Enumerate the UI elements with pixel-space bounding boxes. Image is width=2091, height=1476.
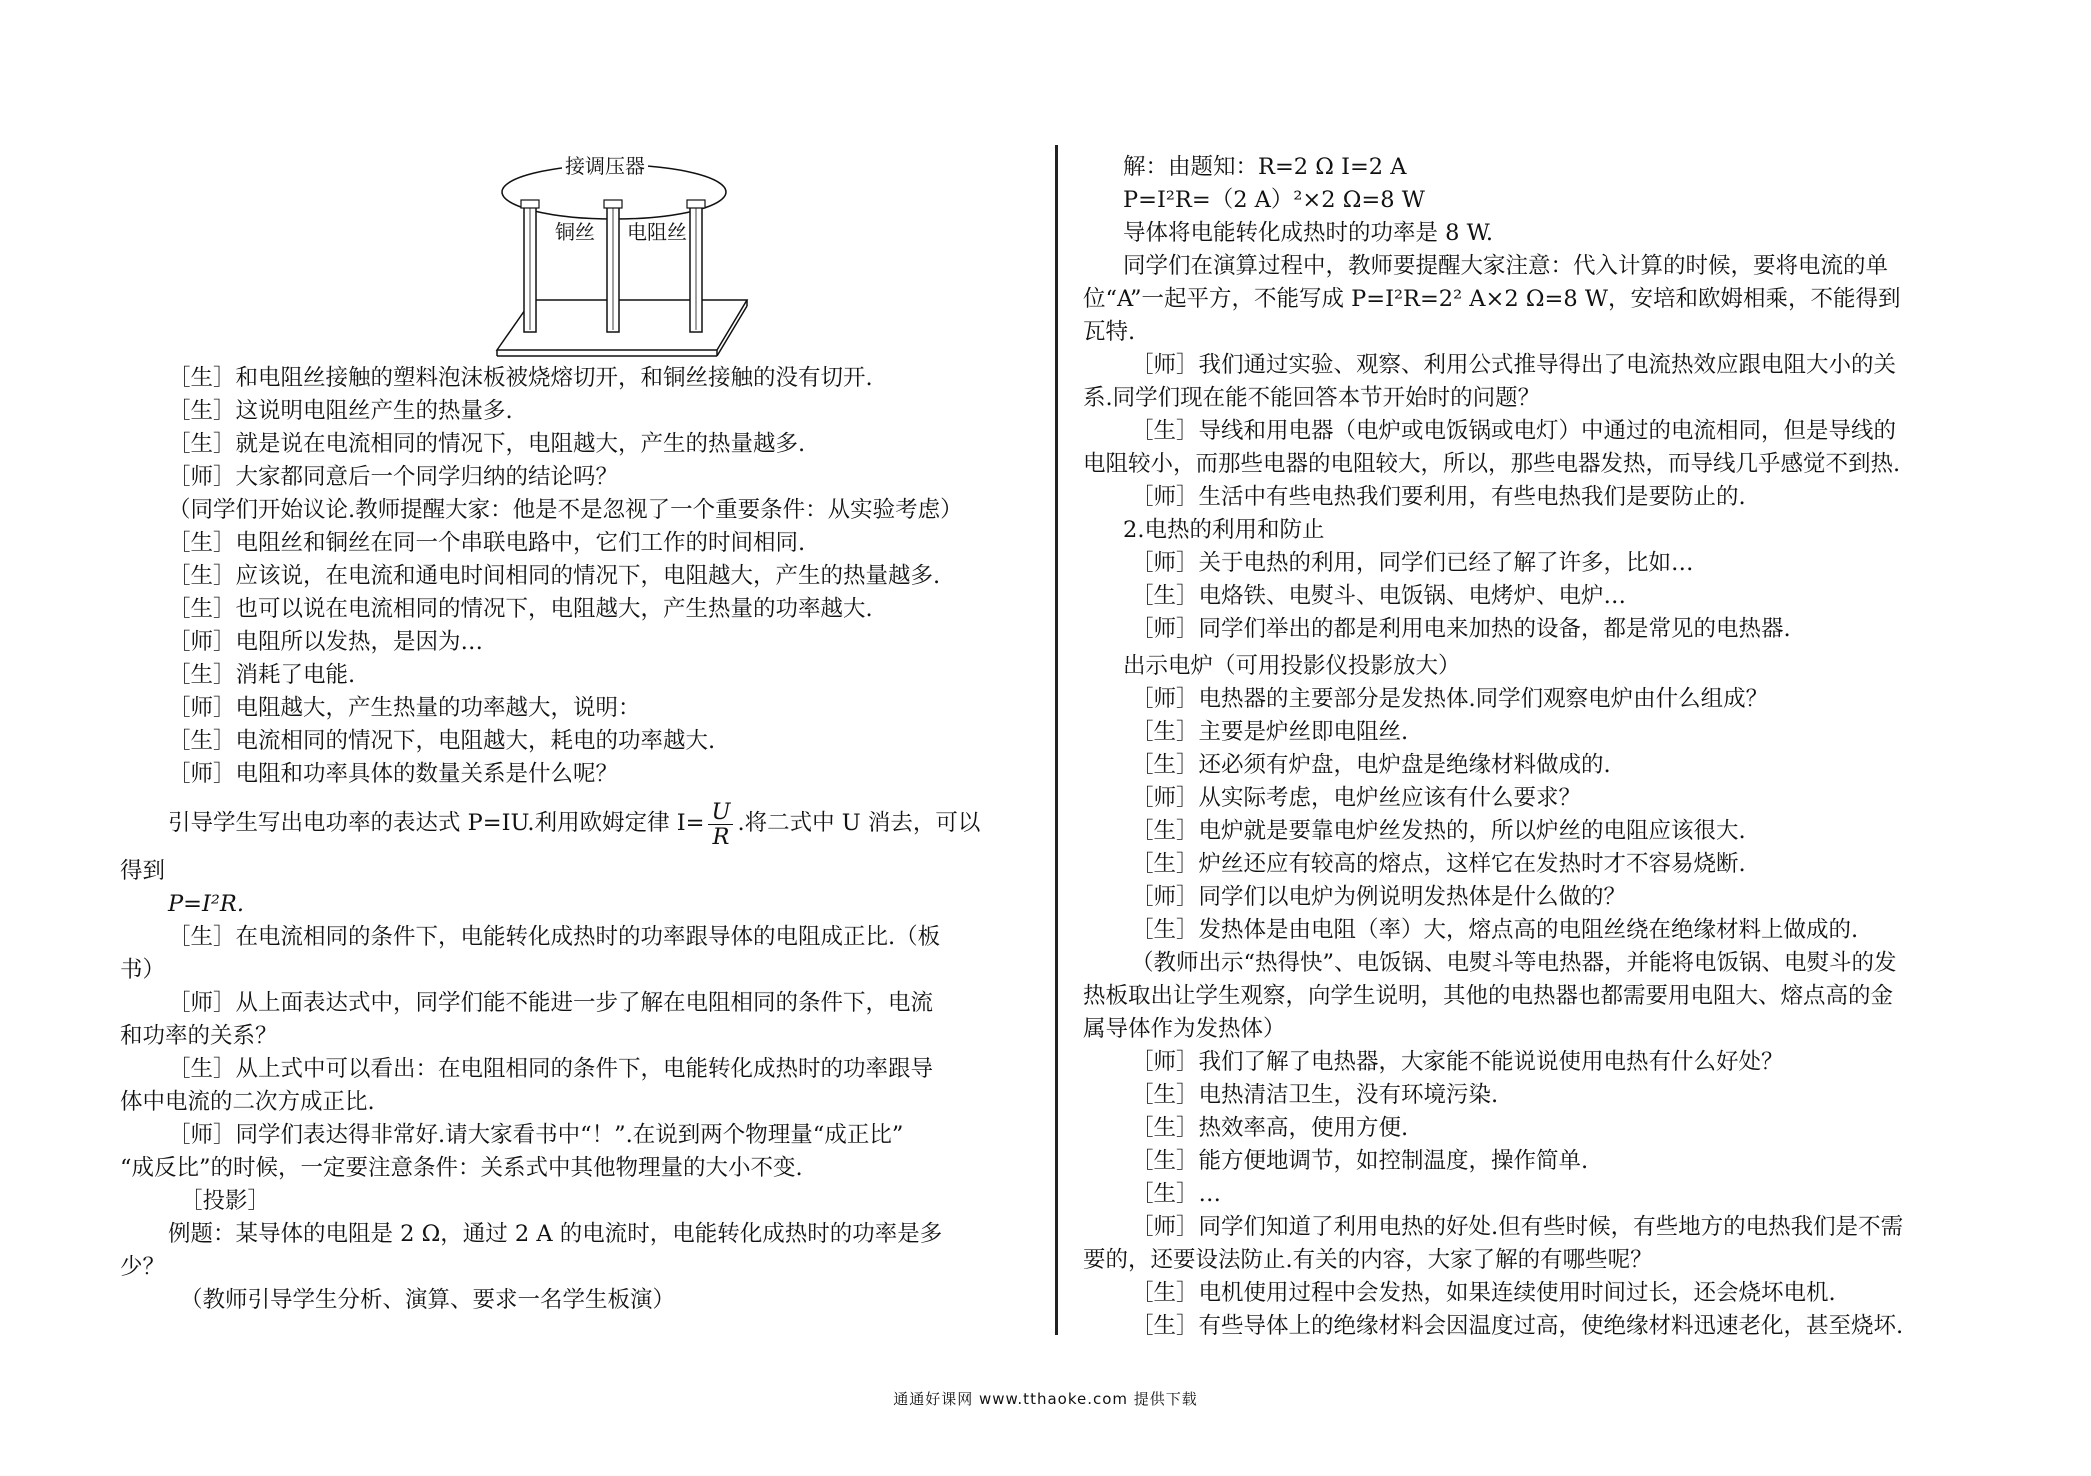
text-line: ［投影］ xyxy=(180,1188,271,1214)
text-line: ［生］就是说在电流相同的情况下，电阻越大，产生的热量越多. xyxy=(168,431,806,457)
text-line: ［生］电机使用过程中会发热，如果连续使用时间过长，还会烧坏电机. xyxy=(1131,1280,1836,1306)
text-line: ［师］大家都同意后一个同学归纳的结论吗？ xyxy=(168,464,619,490)
text-line: 导体将电能转化成热时的功率是 8 W. xyxy=(1123,220,1493,246)
text-line: ［生］… xyxy=(1131,1181,1222,1207)
text-line: 和功率的关系？ xyxy=(120,1023,278,1049)
text-line: ［师］电热器的主要部分是发热体.同学们观察电炉由什么组成？ xyxy=(1131,686,1769,712)
text-line: 得到 xyxy=(120,858,166,884)
text-line: ［师］生活中有些电热我们要利用，有些电热我们是要防止的. xyxy=(1131,484,1746,510)
text-line: 要的，还要设法防止.有关的内容，大家了解的有哪些呢？ xyxy=(1083,1247,1653,1273)
label-copper-wire: 铜丝 xyxy=(555,220,595,244)
text-line: ［生］从上式中可以看出：在电阻相同的条件下，电能转化成热时的功率跟导 xyxy=(168,1056,934,1082)
text-line: ［师］同学们举出的都是利用电来加热的设备，都是常见的电热器. xyxy=(1131,616,1791,642)
label-resistance-wire: 电阻丝 xyxy=(627,220,687,244)
text-line: ［师］我们了解了电热器，大家能不能说说使用电热有什么好处？ xyxy=(1131,1049,1784,1075)
text-line: 解：由题知：R=2 Ω I=2 A xyxy=(1123,154,1407,180)
fraction-u-over-r xyxy=(708,800,733,849)
text-line: P=I²R=（2 A）²×2 Ω=8 W xyxy=(1123,187,1425,213)
fraction-numerator: U xyxy=(708,800,733,825)
text-line: ［师］电阻越大，产生热量的功率越大，说明： xyxy=(168,695,641,721)
text-line: 系.同学们现在能不能回答本节开始时的问题？ xyxy=(1083,385,1541,411)
text-line: 书） xyxy=(120,957,166,983)
text-line: 体中电流的二次方成正比. xyxy=(120,1089,375,1115)
text-line: ［生］电烙铁、电熨斗、电饭锅、电烤炉、电炉… xyxy=(1131,583,1627,609)
text-line: ［生］这说明电阻丝产生的热量多. xyxy=(168,398,513,424)
text-line: ［生］能方便地调节，如控制温度，操作简单. xyxy=(1131,1148,1589,1174)
text-segment: .将二式中 U 消去，可以 xyxy=(737,810,981,836)
text-line: ［生］在电流相同的条件下，电能转化成热时的功率跟导体的电阻成正比.（板 xyxy=(168,924,941,950)
text-line: ［生］还必须有炉盘，电炉盘是绝缘材料做成的. xyxy=(1131,752,1611,778)
text-line: ［师］同学们表达得非常好.请大家看书中“！”.在说到两个物理量“成正比” xyxy=(168,1122,904,1148)
text-line: 出示电炉（可用投影仪投影放大） xyxy=(1123,653,1461,679)
text-line: ［生］电炉就是要靠电炉丝发热的，所以炉丝的电阻应该很大. xyxy=(1131,818,1746,844)
text-line: （教师出示“热得快”、电饭锅、电熨斗等电热器，并能将电饭锅、电熨斗的发 xyxy=(1131,950,1897,976)
text-line: ［生］主要是炉丝即电阻丝. xyxy=(1131,719,1409,745)
text-line: ［师］我们通过实验、观察、利用公式推导得出了电流热效应跟电阻大小的关 xyxy=(1131,352,1897,378)
text-line: ［生］电热清洁卫生，没有环境污染. xyxy=(1131,1082,1499,1108)
text-line: ［生］热效率高，使用方便. xyxy=(1131,1115,1409,1141)
footer-credit: 通通好课网 www.tthaoke.com 提供下载 xyxy=(893,1390,1198,1408)
text-line: 瓦特. xyxy=(1083,319,1136,345)
text-line: ［师］电阻和功率具体的数量关系是什么呢？ xyxy=(168,761,619,787)
ohm-law-line xyxy=(168,798,980,849)
text-line: 属导体作为发热体） xyxy=(1083,1016,1286,1042)
text-line: “成反比”的时候，一定要注意条件：关系式中其他物理量的大小不变. xyxy=(120,1155,803,1181)
text-line: ［生］电阻丝和铜丝在同一个串联电路中，它们工作的时间相同. xyxy=(168,530,806,556)
text-line: ［生］发热体是由电阻（率）大，熔点高的电阻丝绕在绝缘材料上做成的. xyxy=(1131,917,1859,943)
text-line: ［生］电流相同的情况下，电阻越大，耗电的功率越大. xyxy=(168,728,716,754)
apparatus-drawing xyxy=(462,150,762,360)
text-segment: 引导学生写出电功率的表达式 P=IU.利用欧姆定律 I= xyxy=(168,810,705,836)
text-line: ［生］导线和用电器（电炉或电饭锅或电灯）中通过的电流相同，但是导线的 xyxy=(1131,418,1897,444)
text-line: （教师引导学生分析、演算、要求一名学生板演） xyxy=(180,1287,676,1313)
text-line: 少？ xyxy=(120,1254,166,1280)
text-line: 热板取出让学生观察，向学生说明，其他的电热器也都需要用电阻大、熔点高的金 xyxy=(1083,983,1894,1009)
text-line: （同学们开始议论.教师提醒大家：他是不是忽视了一个重要条件：从实验考虑） xyxy=(168,497,963,523)
text-line: ［生］也可以说在电流相同的情况下，电阻越大，产生热量的功率越大. xyxy=(168,596,873,622)
text-line: 同学们在演算过程中，教师要提醒大家注意：代入计算的时候，要将电流的单 xyxy=(1123,253,1889,279)
text-line: ［生］和电阻丝接触的塑料泡沫板被烧熔切开，和铜丝接触的没有切开. xyxy=(168,365,873,391)
text-line: ［师］从实际考虑，电炉丝应该有什么要求？ xyxy=(1131,785,1582,811)
formula-p-i2r: P=I²R. xyxy=(168,891,244,917)
text-line: 位“A”一起平方，不能写成 P=I²R=2² A×2 Ω=8 W，安培和欧姆相乘，不能得到 xyxy=(1083,286,1901,312)
text-line: 例题：某导体的电阻是 2 Ω，通过 2 A 的电流时，电能转化成热时的功率是多 xyxy=(168,1221,943,1247)
text-line: ［师］从上面表达式中，同学们能不能进一步了解在电阻相同的条件下，电流 xyxy=(168,990,934,1016)
apparatus-figure xyxy=(462,150,762,360)
fraction-denominator: R xyxy=(712,823,730,850)
text-line: 电阻较小，而那些电器的电阻较大，所以，那些电器发热，而导线几乎感觉不到热. xyxy=(1083,451,1901,477)
column-divider xyxy=(1055,145,1058,1335)
text-line: ［师］关于电热的利用，同学们已经了解了许多，比如… xyxy=(1131,550,1694,576)
text-line: ［师］电阻所以发热，是因为… xyxy=(168,629,484,655)
text-line: ［师］同学们知道了利用电热的好处.但有些时候，有些地方的电热我们是不需 xyxy=(1131,1214,1904,1240)
text-line: ［生］消耗了电能. xyxy=(168,662,356,688)
text-line: ［生］应该说，在电流和通电时间相同的情况下，电阻越大，产生的热量越多. xyxy=(168,563,941,589)
label-voltage-regulator: 接调压器 xyxy=(562,150,648,179)
text-line: ［师］同学们以电炉为例说明发热体是什么做的？ xyxy=(1131,884,1627,910)
text-line: ［生］有些导体上的绝缘材料会因温度过高，使绝缘材料迅速老化，甚至烧坏. xyxy=(1131,1313,1904,1339)
text-line: ［生］炉丝还应有较高的熔点，这样它在发热时才不容易烧断. xyxy=(1131,851,1746,877)
section-heading: 2.电热的利用和防止 xyxy=(1123,517,1325,543)
